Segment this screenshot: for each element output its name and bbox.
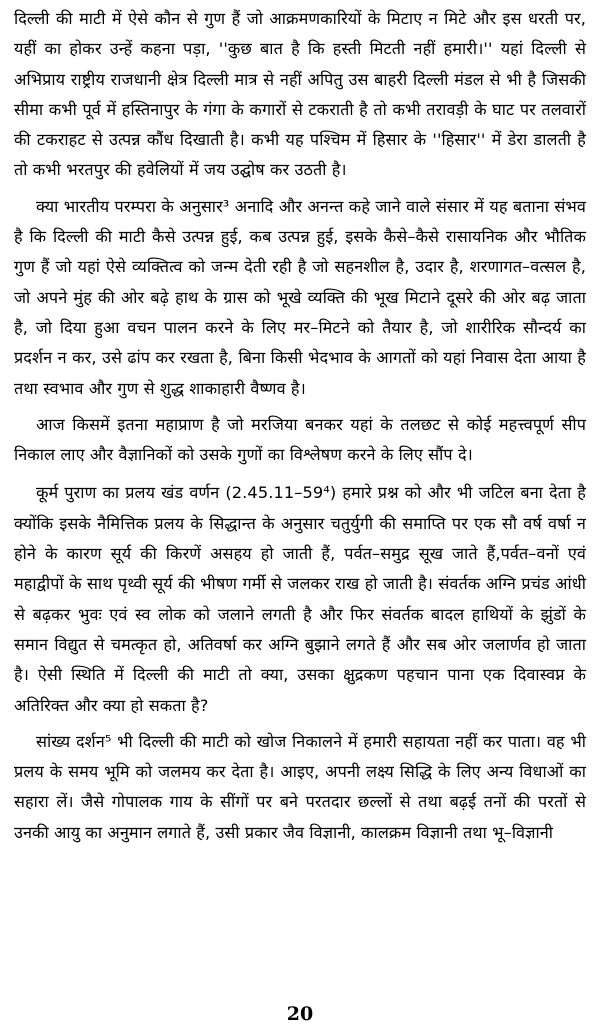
paragraph-3: आज किसमें इतना महाप्राण है जो मरजिया बनकर यहां के तलछट से कोई महत्त्वपूर्ण सीप निकाल लाए और वैज्ञानिकों को उसके गुणों का विश्लेषण करने के लिए सौंप दे। — [14, 414, 586, 465]
paragraph-2: क्या भारतीय परम्परा के अनुसार³ अनादि और अनन्त कहे जाने वाले संसार में यह बताना संभव है कि दिल्ली की माटी कैसे उत्पन्न हुई, कब उत्पन्न हुई, इसके कैसे–कैसे रासायनिक और भौतिक गुण हैं जो यहां ऐसे व्यक्तित्व को जन्म देती रही है जो सहनशील है, उदार है, शरणागत–वत्सल है, जो अपने मुंह की ओर बढ़े हाथ के ग्रास को भूखे व्यक्ति की भूख मिटाने दूसरे की ओर बढ़ जाता है, जो दिया हुआ वचन पालन करने के लिए मर–मिटने को तैयार है, जो शारीरिक सौन्दर्य का प्रदर्शन न कर, उसे ढांप कर रखता है, बिना किसी भेदभाव के आगतों को यहां निवास देता आया है तथा स्वभाव और गुण से शुद्ध शाकाहारी वैष्णव है। — [14, 196, 586, 398]
paragraph-5: सांख्य दर्शन⁵ भी दिल्ली की माटी को खोज निकालने में हमारी सहायता नहीं कर पाता। वह भी प्रलय के समय भूमि को जलमय कर देता है। आइए, अपनी लक्ष्य सिद्धि के लिए अन्य विधाओं का सहारा लें। जैसे गोपालक गाय के सींगों पर बने परतदार छल्लों से तथा बढ़ई तनों की परतों से उनकी आयु का अनुमान लगाते हैं, उसी प्रकार जैव विज्ञानी, कालक्रम विज्ञानी तथा भू–विज्ञानी — [14, 731, 586, 842]
paragraph-1: दिल्ली की माटी में ऐसे कौन से गुण हैं जो आक्रमणकारियों के मिटाए न मिटे और इस धरती पर, यहीं का होकर उन्हें कहना पड़ा, ''कुछ बात है कि हस्ती मिटती नहीं हमारी।'' यहां दिल्ली से अभिप्राय राष्ट्रीय राजधानी क्षेत्र दिल्ली मात्र से नहीं अपितु उस बाहरी दिल्ली मंडल से भी है जिसकी सीमा कभी पूर्व में हस्तिनापुर के गंगा के कगारों से टकराती है तो कभी तरावड़ी के घाट पर तलवारों की टकराहट से उत्पन्न कौंध दिखाती है। कभी यह पश्चिम में हिसार के ''हिसार'' में डेरा डालती है तो कभी भरतपुर की हवेलियों में जय उद्घोष कर उठती है। — [14, 9, 586, 180]
paragraph-4: कूर्म पुराण का प्रलय खंड वर्णन (2.45.11–59⁴) हमारे प्रश्न को और भी जटिल बना देता है क्योंकि इसके नैमित्तिक प्रलय के सिद्धान्त के अनुसार चतुर्युगी की समाप्ति पर एक सौ वर्ष वर्षा न होने के कारण सूर्य की किरणें असहय हो जाती हैं, पर्वत–समुद्र सूख जाते हैं,पर्वत–वनों एवं महाद्वीपों के साथ पृथ्वी सूर्य की भीषण गर्मी से जलकर राख हो जाती है। संवर्तक अग्नि प्रचंड आंधी से बढ़कर भुवः एवं स्व लोक को जलाने लगती है और फिर संवर्तक बादल हाथियों के झुंडों के समान विद्युत से चमत्कृत हो, अतिवर्षा कर अग्नि बुझाने लगते हैं और सब ओर जलार्णव हो जाता है। ऐसी स्थिति में दिल्ली की माटी तो क्या, उसका क्षुद्रकण पहचान पाना एक दिवास्वप्न के अतिरिक्त और क्या हो सकता है? — [14, 483, 586, 715]
page-number: 20 — [286, 1003, 314, 1025]
